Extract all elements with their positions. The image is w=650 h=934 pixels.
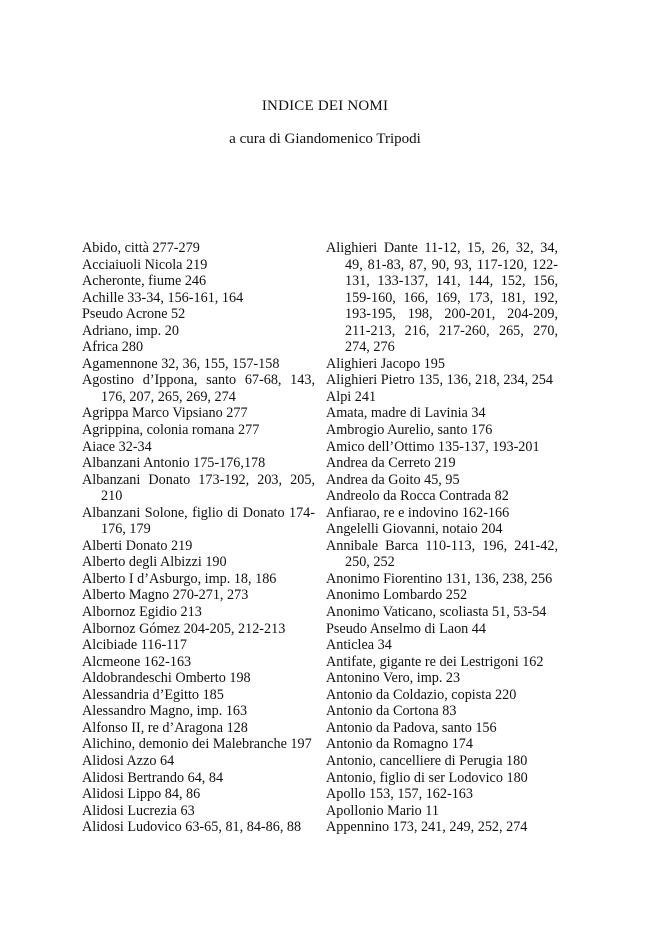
index-entry: Acheronte, fiume 246 [82,273,207,290]
index-column-right [326,240,558,836]
index-entry: Alessandria d’Egitto 185 [82,686,224,703]
index-entry: Annibale Barca 110-113, 196, 241-42, 250, 252 [326,537,558,571]
index-entry: Albanzani Solone, figlio di Donato 174-176, 179 [82,504,315,538]
index-entry: Pseudo Acrone 52 [82,306,186,323]
index-entry: Alessandro Magno, imp. 163 [82,703,248,720]
index-entry: Anticlea 34 [326,637,392,654]
index-entry: Anonimo Lombardo 252 [326,587,468,604]
index-entry: Alidosi Ludovico 63-65, 81, 84-86, 88 [82,819,302,836]
index-entry: Alberto degli Albizzi 190 [82,554,227,571]
index-entry: Antonio, figlio di ser Lodovico 180 [326,769,528,786]
index-entry: Alberto Magno 270-271, 273 [82,587,249,604]
index-entry: Anfiarao, re e indovino 162-166 [326,504,510,521]
index-entry: Ambrogio Aurelio, santo 176 [326,422,493,439]
index-entry: Albornoz Gómez 204-205, 212-213 [82,620,286,637]
index-entry: Andreolo da Rocca Contrada 82 [326,488,509,505]
index-entry: Alpi 241 [326,388,377,405]
index-entry: Angelelli Giovanni, notaio 204 [326,521,503,538]
index-entry: Alighieri Dante 11-12, 15, 26, 32, 34, 49, 81-83, 87, 90, 93, 117-120, 122-131, 133-137, 141, 144, 152, 156, 159-160, 166, 169, 173, 181, 192, 193-195, 198, 200-201, 204-209, 211-213, 216, 217-260, 265, 270, 274, 276 [326,240,558,356]
index-entry: Antonino Vero, imp. 23 [326,670,461,687]
index-entry: Agamennone 32, 36, 155, 157-158 [82,355,280,372]
index-entry: Achille 33-34, 156-161, 164 [82,289,244,306]
index-entry: Apollo 153, 157, 162-163 [326,786,473,803]
index-entry: Antonio, cancelliere di Perugia 180 [326,752,528,769]
index-entry: Agrippina, colonia romana 277 [82,422,260,439]
index-entry: Agrippa Marco Vipsiano 277 [82,405,248,422]
index-column-left [82,240,315,836]
index-entry: Antonio da Romagno 174 [326,736,473,753]
index-entry: Albornoz Egidio 213 [82,604,202,621]
index-entry: Amico dell’Ottimo 135-137, 193-201 [326,438,540,455]
index-entry: Pseudo Anselmo di Laon 44 [326,620,486,637]
index-entry: Alidosi Lucrezia 63 [82,802,195,819]
index-entry: Alidosi Azzo 64 [82,752,175,769]
index-entry: Andrea da Goito 45, 95 [326,471,460,488]
index-entry: Antonio da Padova, santo 156 [326,719,497,736]
page-subtitle: a cura di Giandomenico Tripodi [229,131,421,147]
index-entry: Alidosi Bertrando 64, 84 [82,769,224,786]
index-entry: Agostino d’Ippona, santo 67-68, 143, 176, 207, 265, 269, 274 [82,372,315,405]
page-title: INDICE DEI NOMI [261,98,389,114]
index-entry: Alfonso II, re d’Aragona 128 [82,719,248,736]
index-entry: Alcibiade 116-117 [82,637,187,654]
index-entry: Anonimo Fiorentino 131, 136, 238, 256 [326,570,553,587]
index-entry: Abido, città 277-279 [82,240,200,256]
index-entry: Adriano, imp. 20 [82,322,179,339]
index-entry: Appennino 173, 241, 249, 252, 274 [326,819,528,836]
index-entry: Aiace 32-34 [82,438,152,455]
index-entry: Anonimo Vaticano, scoliasta 51, 53-54 [326,604,547,621]
index-entry: Amata, madre di Lavinia 34 [326,405,486,422]
index-entry: Acciaiuoli Nicola 219 [82,256,208,273]
index-entry: Alichino, demonio dei Malebranche 197 [82,736,312,753]
index-entry: Alberti Donato 219 [82,537,193,554]
index-entry: Alighieri Pietro 135, 136, 218, 234, 254 [326,372,553,389]
index-entry: Alidosi Lippo 84, 86 [82,786,201,803]
index-entry: Alighieri Jacopo 195 [326,355,445,372]
index-entry: Antonio da Cortona 83 [326,703,457,720]
index-entry: Alberto I d’Asburgo, imp. 18, 186 [82,570,277,587]
index-entry: Aldobrandeschi Omberto 198 [82,670,251,687]
index-entry: Apollonio Mario 11 [326,802,439,819]
index-entry: Africa 280 [82,339,144,356]
index-entry: Alcmeone 162-163 [82,653,192,670]
index-entry: Albanzani Antonio 175-176,178 [82,455,266,472]
index-entry: Antonio da Coldazio, copista 220 [326,686,517,703]
index-entry: Antifate, gigante re dei Lestrigoni 162 [326,653,544,670]
index-entry: Albanzani Donato 173-192, 203, 205, 210 [82,471,315,505]
index-entry: Andrea da Cerreto 219 [326,455,456,472]
